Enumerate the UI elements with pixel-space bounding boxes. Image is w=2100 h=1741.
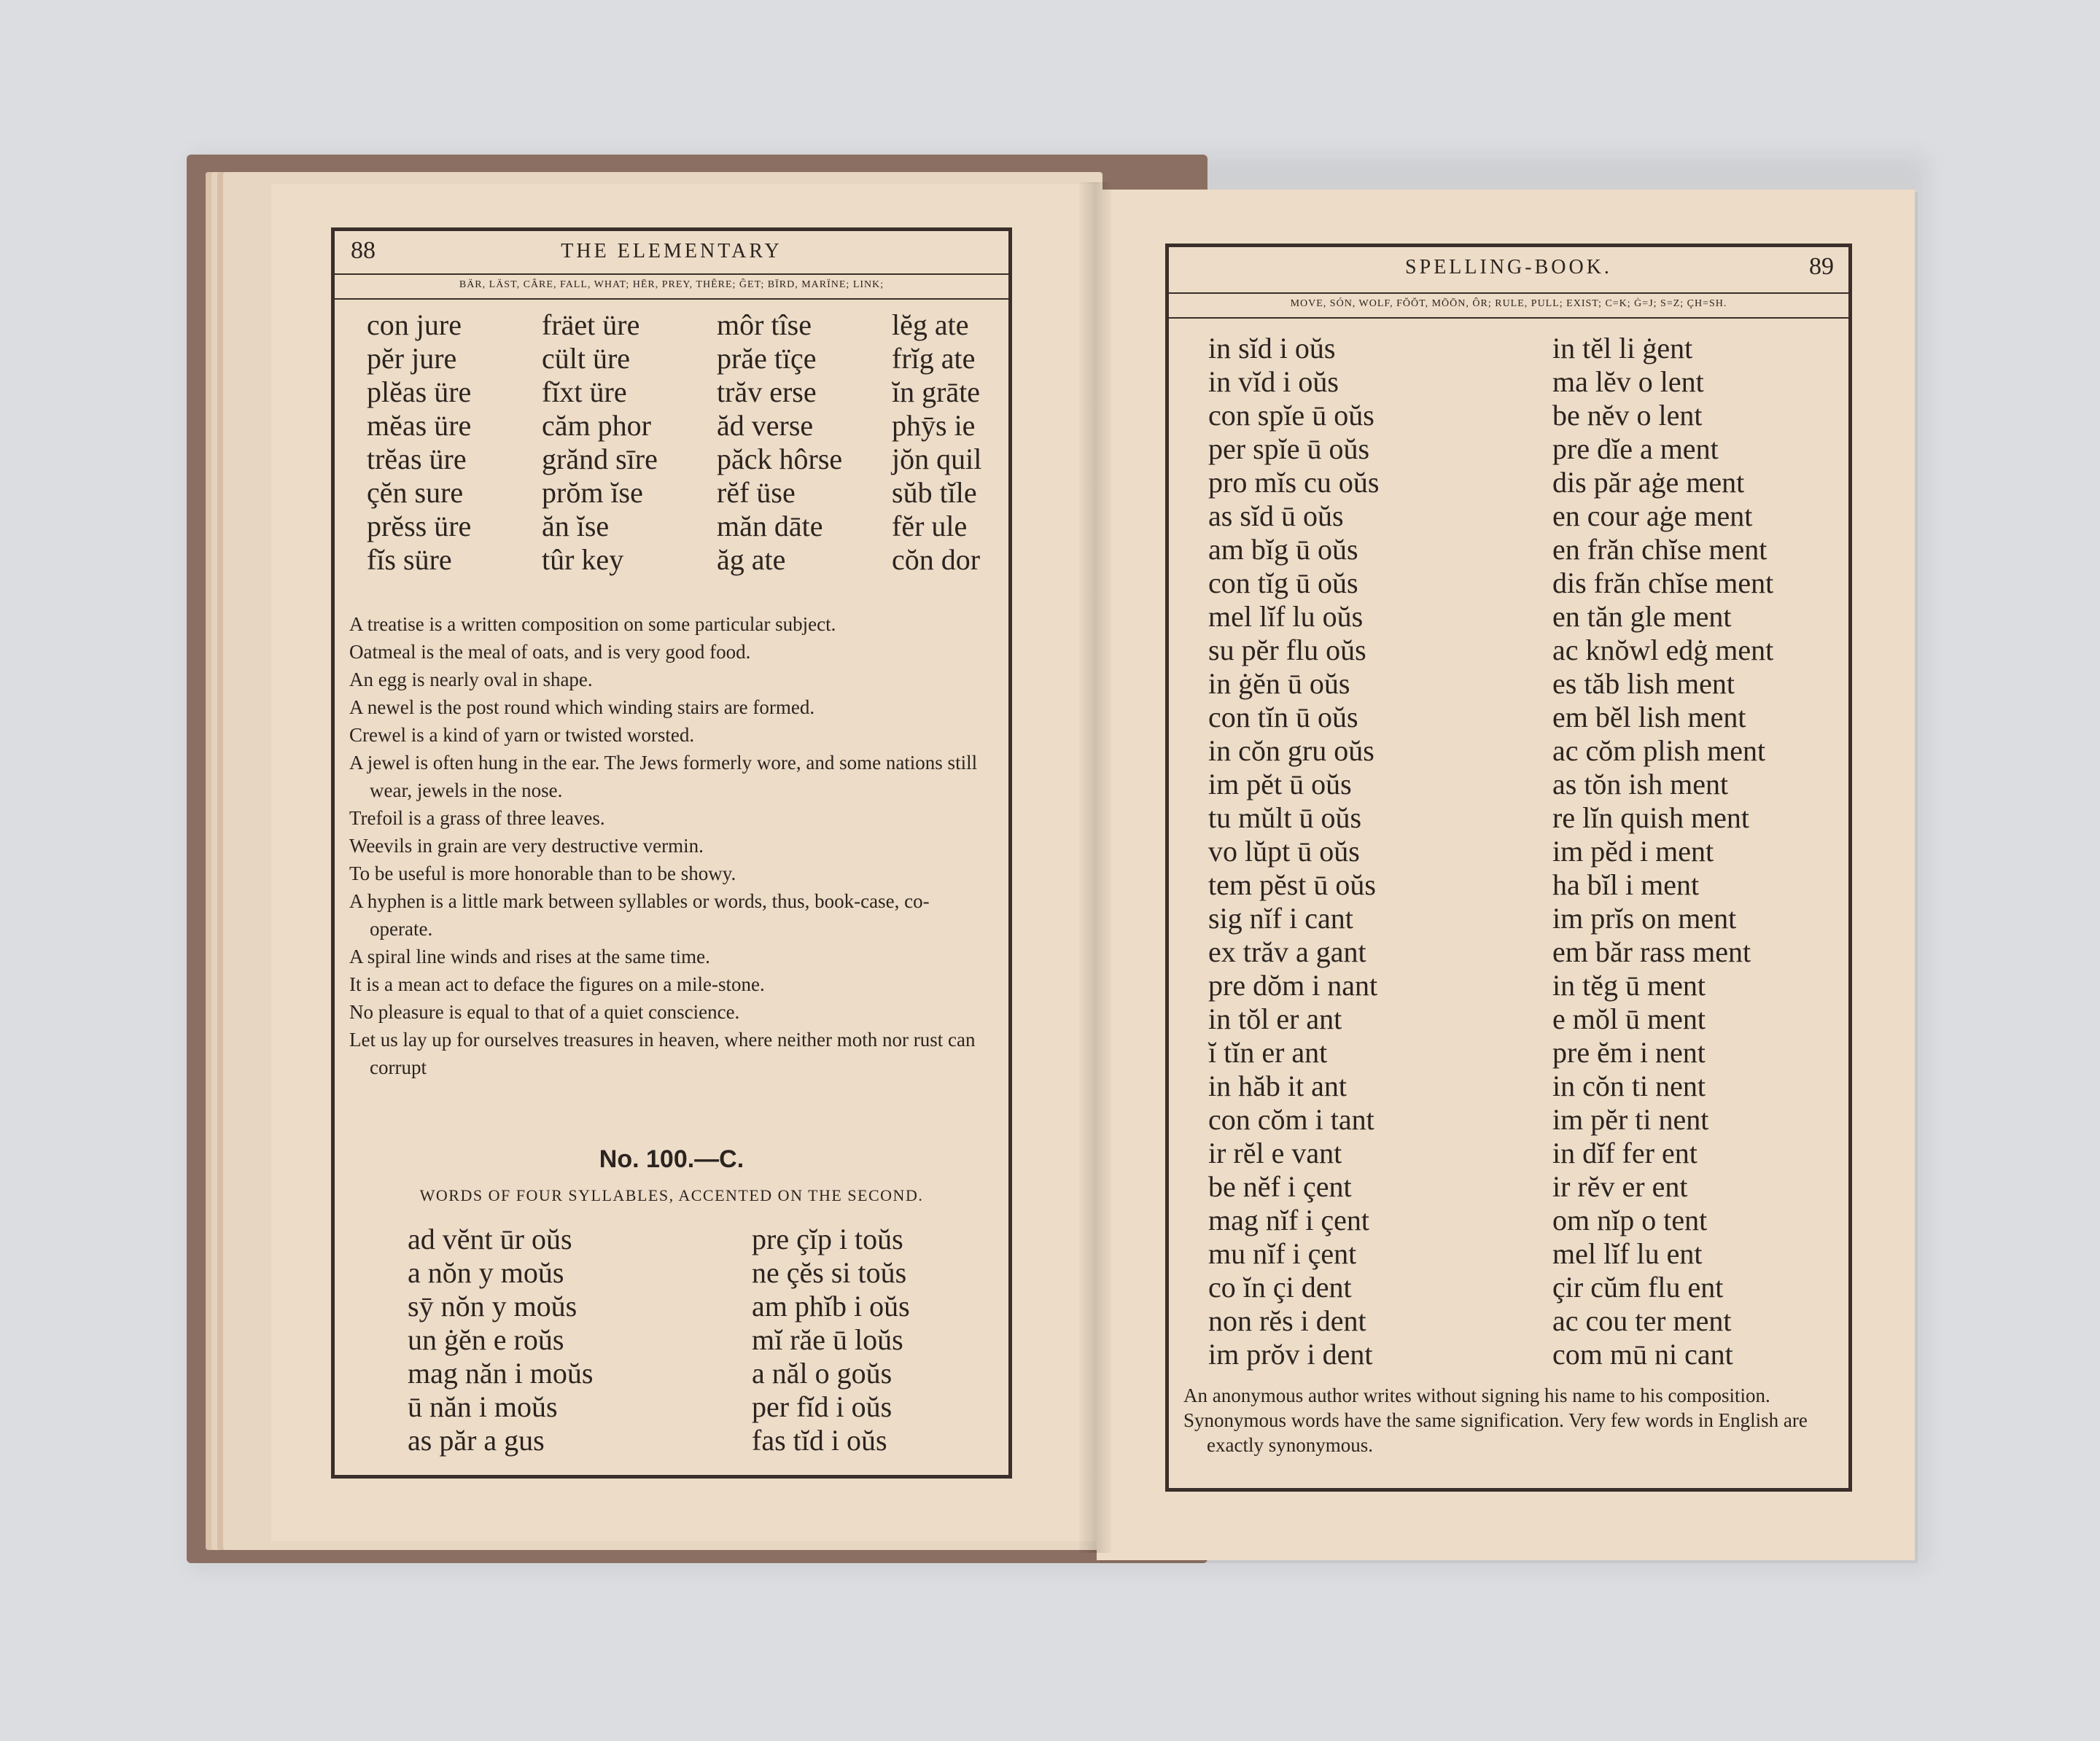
sentence: Crewel is a kind of yarn or twisted worsted.	[349, 724, 695, 746]
spelling-word: cŏn dor	[892, 543, 981, 576]
spelling-word: pre dŏm i nant	[1208, 969, 1378, 1002]
spelling-word: re lĭn quish ment	[1552, 801, 1749, 834]
spelling-word: in tĕl li ġent	[1552, 332, 1693, 365]
spelling-word: çir cŭm flu ent	[1552, 1271, 1724, 1304]
spelling-word: in ġĕn ū oŭs	[1208, 667, 1350, 700]
spelling-word: măn dāte	[717, 510, 823, 542]
note-sentence: An anonymous author writes without signing his name to his composition.	[1183, 1384, 1770, 1406]
spelling-word: con cŏm i tant	[1208, 1103, 1374, 1136]
note-sentence: Synonymous words have the same signification. Very few words in English are exactly synonymous.	[1183, 1409, 1808, 1456]
spelling-word: căm phor	[542, 409, 651, 442]
spelling-word: tem pĕst ū oŭs	[1208, 868, 1376, 901]
spelling-word: ne çĕs si toŭs	[752, 1256, 907, 1289]
spelling-word: co ĭn çi dent	[1208, 1271, 1352, 1304]
spelling-word: em bĕl lish ment	[1552, 701, 1746, 733]
sentence: Oatmeal is the meal of oats, and is very good food.	[349, 641, 751, 663]
spelling-word: pre çĭp i toŭs	[752, 1223, 903, 1255]
spelling-word: mag nĭf i çent	[1208, 1204, 1370, 1236]
spelling-word: trăv erse	[717, 375, 817, 408]
spelling-word: ex trăv a gant	[1208, 935, 1366, 968]
spelling-word: im pĕd i ment	[1552, 835, 1714, 868]
spelling-word: com mū ni cant	[1552, 1338, 1733, 1371]
spelling-word: ma lĕv o lent	[1552, 365, 1704, 398]
spelling-word: jŏn quil	[892, 443, 982, 475]
spelling-word: con jure	[367, 308, 462, 341]
spelling-word: a nŏn y moŭs	[408, 1256, 564, 1289]
spelling-word: as păr a gus	[408, 1424, 545, 1457]
spelling-word: be nĕf i çent	[1208, 1170, 1352, 1203]
definition-sentences	[349, 610, 991, 1081]
spelling-word: pre dĭe a ment	[1552, 432, 1719, 465]
spelling-word: môr tîse	[717, 308, 812, 341]
spelling-word: trĕas üre	[367, 443, 467, 475]
spelling-word: pĕr jure	[367, 342, 457, 375]
running-title: THE ELEMENTARY	[561, 240, 782, 262]
spelling-word: çĕn sure	[367, 476, 464, 509]
spelling-word: ĭ tĭn er ant	[1208, 1036, 1328, 1069]
spelling-word: em băr rass ment	[1552, 935, 1751, 968]
spelling-word: mĕas üre	[367, 409, 472, 442]
spelling-word: as tŏn ish ment	[1552, 768, 1729, 801]
spelling-word: sȳ nŏn y moŭs	[408, 1290, 578, 1323]
spelling-word: es tăb lish ment	[1552, 667, 1735, 700]
spelling-word: im prŏv i dent	[1208, 1338, 1373, 1371]
spelling-word: plĕas üre	[367, 375, 472, 408]
section-subtitle: WORDS OF FOUR SYLLABLES, ACCENTED ON THE SECOND.	[419, 1186, 924, 1204]
spelling-word: en frăn chĭse ment	[1552, 533, 1768, 566]
spelling-word: in tŏl er ant	[1208, 1002, 1342, 1035]
spelling-word: fĭs süre	[367, 543, 452, 576]
sentence: Let us lay up for ourselves treasures in heaven, where neither moth nor rust can corrupt	[349, 1029, 976, 1078]
spelling-word: im prĭs on ment	[1552, 902, 1737, 935]
sentence: It is a mean act to deface the figures on a mile-stone.	[349, 973, 765, 995]
sentence: Weevils in grain are very destructive vermin.	[349, 835, 704, 857]
spelling-word: ăn ĭse	[542, 510, 610, 542]
spelling-word: om nĭp o tent	[1552, 1204, 1708, 1236]
spelling-word: mel lĭf lu oŭs	[1208, 600, 1364, 633]
spelling-word: am phĭb i oŭs	[752, 1290, 910, 1323]
spelling-word: rĕf üse	[717, 476, 796, 509]
spelling-word: in cŏn ti nent	[1552, 1070, 1706, 1102]
spelling-word: ac knŏwl edġ ment	[1552, 634, 1774, 666]
right-page-frame	[1165, 244, 1852, 1492]
spelling-word: pro mĭs cu oŭs	[1208, 466, 1380, 499]
spelling-word: mĭ răe ū loŭs	[752, 1323, 903, 1356]
page-number: 89	[1809, 253, 1834, 280]
spelling-word: in cŏn gru oŭs	[1208, 734, 1374, 767]
spelling-word: ăg ate	[717, 543, 786, 576]
sentence: Trefoil is a grass of three leaves.	[349, 807, 605, 829]
spelling-word: en cour aġe ment	[1552, 499, 1753, 532]
section-word-list	[408, 1223, 962, 1457]
spelling-word: in vĭd i oŭs	[1208, 365, 1339, 398]
sentence: A hyphen is a little mark between syllables or words, thus, book-case, co-operate.	[349, 890, 930, 940]
page-number: 88	[351, 237, 376, 264]
spelling-word: prŏm ĭse	[542, 476, 643, 509]
sentence: A treatise is a written composition on some particular subject.	[349, 613, 836, 635]
spelling-word: fĕr ule	[892, 510, 968, 542]
left-page-header	[335, 237, 1008, 270]
spelling-word: frĭg ate	[892, 342, 976, 375]
word-list	[367, 308, 994, 577]
spelling-word: ir rĕv er ent	[1552, 1170, 1688, 1203]
spelling-word: tûr key	[542, 543, 624, 576]
spelling-word: phȳs ie	[892, 409, 976, 442]
spelling-word: prĕss üre	[367, 510, 472, 542]
spelling-word: ū năn i moŭs	[408, 1390, 558, 1423]
spelling-word: lĕg ate	[892, 308, 969, 341]
spelling-word: grănd sīre	[542, 443, 658, 475]
spelling-word: dis frăn chĭse ment	[1552, 566, 1774, 599]
running-title: SPELLING-BOOK.	[1405, 256, 1612, 279]
spelling-word: prăe tïçe	[717, 342, 817, 375]
spelling-word: e mŏl ū ment	[1552, 1002, 1706, 1035]
sentence: A newel is the post round which winding stairs are formed.	[349, 696, 815, 718]
spelling-word: mag năn i moŭs	[408, 1357, 594, 1390]
spelling-word: con tĭn ū oŭs	[1208, 701, 1358, 733]
spelling-word: mu nĭf i çent	[1208, 1237, 1357, 1270]
spelling-word: im pĕt ū oŭs	[1208, 768, 1352, 801]
spelling-word: in hăb it ant	[1208, 1070, 1347, 1102]
spelling-word: im pĕr ti nent	[1552, 1103, 1709, 1136]
sentence: A spiral line winds and rises at the same time.	[349, 946, 710, 967]
spelling-word: fas tĭd i oŭs	[752, 1424, 887, 1457]
spelling-word: cült üre	[542, 342, 631, 375]
spelling-word: ha bĭl i ment	[1552, 868, 1700, 901]
sentence: No pleasure is equal to that of a quiet conscience.	[349, 1001, 740, 1023]
spelling-word: ĭn grāte	[892, 375, 981, 408]
spelling-word: en tăn gle ment	[1552, 600, 1732, 633]
spelling-word: per fĭd i oŭs	[752, 1390, 892, 1423]
spelling-word: be nĕv o lent	[1552, 399, 1703, 432]
spelling-word: vo lŭpt ū oŭs	[1208, 835, 1360, 868]
spelling-word: sŭb tĭle	[892, 476, 977, 509]
spelling-word: con spĭe ū oŭs	[1208, 399, 1374, 432]
spelling-word: in sĭd i oŭs	[1208, 332, 1336, 365]
word-list	[1208, 332, 1835, 1371]
spelling-word: su pĕr flu oŭs	[1208, 634, 1366, 666]
sentence: To be useful is more honorable than to be showy.	[349, 862, 736, 884]
spelling-word: ac cŏm plish ment	[1552, 734, 1766, 767]
spelling-word: in dĭf fer ent	[1552, 1137, 1698, 1169]
sentence: A jewel is often hung in the ear. The Jews formerly wore, and some nations still wear, jewels in the nose.	[349, 752, 978, 801]
spelling-word: pre ĕm i nent	[1552, 1036, 1706, 1069]
spelling-word: păck hôrse	[717, 443, 843, 475]
spelling-word: dis păr aġe ment	[1552, 466, 1745, 499]
spelling-word: ad vĕnt ūr oŭs	[408, 1223, 572, 1255]
spelling-word: per spĭe ū oŭs	[1208, 432, 1370, 465]
definition-notes	[1183, 1383, 1840, 1457]
spelling-word: ac cou ter ment	[1552, 1304, 1732, 1337]
spelling-word: a năl o goŭs	[752, 1357, 892, 1390]
book-gutter	[1079, 182, 1111, 1553]
spelling-word: mel lĭf lu ent	[1552, 1237, 1703, 1270]
pronunciation-key: BÄR, LÄST, CÂRE, FALL, WHAT; HĒR, PREY, THÊRE; ĜET; BĪRD, MARÏNE; LINK;	[335, 273, 1008, 300]
spelling-word: am bĭg ū oŭs	[1208, 533, 1358, 566]
spelling-word: un ġĕn e roŭs	[408, 1323, 564, 1356]
right-page-header	[1169, 253, 1848, 287]
spelling-word: ir rĕl e vant	[1208, 1137, 1342, 1169]
spelling-word: as sĭd ū oŭs	[1208, 499, 1344, 532]
spelling-word: sig nĭf i cant	[1208, 902, 1353, 935]
left-page-frame	[331, 227, 1012, 1479]
section-number: No. 100.—C.	[599, 1145, 744, 1173]
sentence: An egg is nearly oval in shape.	[349, 669, 593, 690]
spelling-word: fräet üre	[542, 308, 640, 341]
spelling-word: fĭxt üre	[542, 375, 627, 408]
pronunciation-key: MOVE, SÓN, WOLF, FŎŎT, MŌŌN, ÔR; RULE, PULL; EXIST; C=K; Ġ=J; S=Z; ÇH=SH.	[1169, 292, 1848, 319]
spelling-word: ăd verse	[717, 409, 814, 442]
spelling-word: non rĕs i dent	[1208, 1304, 1366, 1337]
spelling-word: in tĕg ū ment	[1552, 969, 1706, 1002]
spelling-word: tu mŭlt ū oŭs	[1208, 801, 1362, 834]
spelling-word: con tĭg ū oŭs	[1208, 566, 1358, 599]
